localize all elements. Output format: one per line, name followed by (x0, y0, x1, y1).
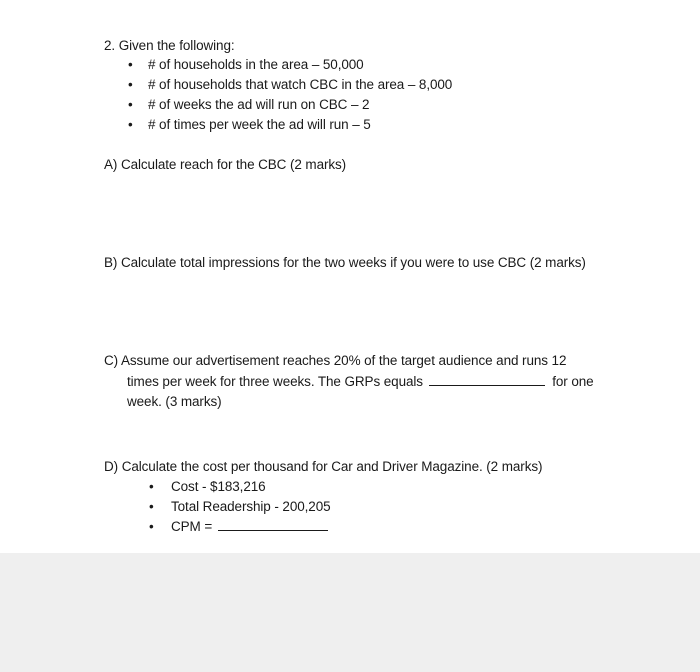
part-c-line-3: week. (3 marks) (127, 394, 222, 409)
question-2-heading: 2. Given the following: (104, 38, 235, 53)
bullet-icon: • (128, 57, 133, 72)
part-d-bullet-cost: Cost - $183,216 (171, 479, 266, 494)
part-c-line-2 (127, 373, 594, 391)
q2-bullet-cbc-households: # of households that watch CBC in the area – 8,000 (148, 77, 453, 92)
bullet-icon: • (149, 519, 154, 534)
part-c-line-2-before: times per week for three weeks. The GRPs equals (127, 374, 423, 389)
part-d-bullet-cpm (171, 518, 328, 536)
empty-background-area (0, 553, 700, 672)
bullet-icon: • (149, 479, 154, 494)
cpm-answer-blank (218, 518, 328, 531)
bullet-icon: • (128, 117, 133, 132)
q2-bullet-times-per-week: # of times per week the ad will run – 5 (148, 117, 371, 132)
bullet-icon: • (128, 97, 133, 112)
part-b-question: B) Calculate total impressions for the two weeks if you were to use CBC (2 marks) (104, 255, 586, 270)
part-a-question: A) Calculate reach for the CBC (2 marks) (104, 157, 347, 172)
part-c-line-1: C) Assume our advertisement reaches 20% of the target audience and runs 12 (104, 353, 567, 368)
grp-answer-blank (429, 373, 545, 386)
part-c-line-2-after: for one (552, 374, 594, 389)
cpm-label: CPM = (171, 519, 213, 534)
q2-bullet-households: # of households in the area – 50,000 (148, 57, 364, 72)
bullet-icon: • (149, 499, 154, 514)
q2-bullet-weeks: # of weeks the ad will run on CBC – 2 (148, 97, 370, 112)
bullet-icon: • (128, 77, 133, 92)
part-d-question: D) Calculate the cost per thousand for Car and Driver Magazine. (2 marks) (104, 459, 543, 474)
part-d-bullet-readership: Total Readership - 200,205 (171, 499, 331, 514)
